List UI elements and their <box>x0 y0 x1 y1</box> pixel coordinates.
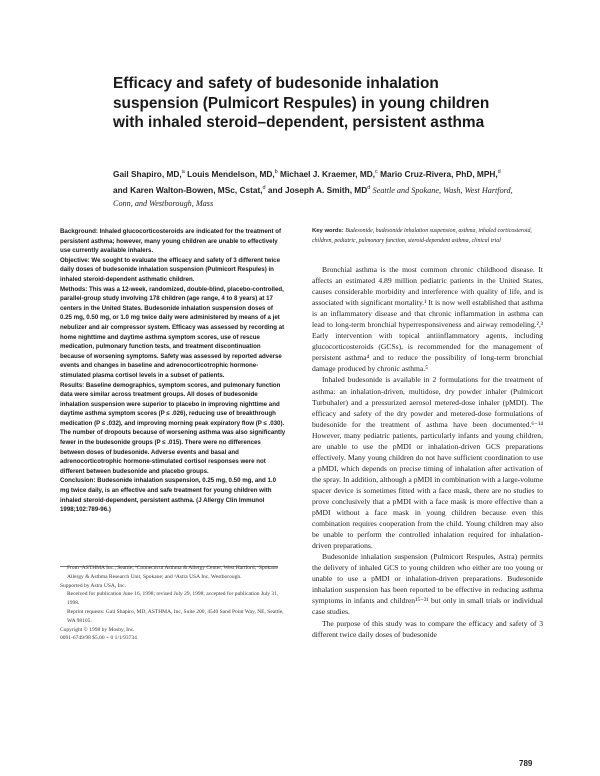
body-paragraph-2: Inhaled budesonide is available in 2 formulations for the treatment of asthma: an inhalation-driven, multidose, dry powder inhaler (Pulmicort Turbuhaler) and a pressurized aerosol metered-dose inhaler (pMDI). The efficacy and safety of the dry powder and metered-dose formulations of budesonide for the treatment of asthma have been documented.⁶⁻¹⁴ However, many pediatric patients, particularly infants and young children, are unable to use the pMDI or inhalation-driven GCS preparations effectively. Many young children do not have sufficient coordination to use a pMDI, which depends on precise timing of inhalation after activation of the spray. In addition, although a pMDI in combination with a large-volume spacer device is sometimes fitted with a face mask, there are no studies to prove conclusively that a pMDI with a face mask is more effective than a pMDI without a face mask in young children because even this combination requires cooperation from the child. Young children may also be unable to perform the controlled inhalation required for inhalation-driven preparations. <box>312 375 543 551</box>
author-5: Karen Walton-Bowen, MSc, Cstat, <box>130 184 263 195</box>
author-list <box>113 166 513 211</box>
author-affiliation-locations: Seattle and Spokane, Wash, West Hartford, Conn, and Westborough, Mass <box>113 185 513 209</box>
body-paragraph-3: Budesonide inhalation suspension (Pulmicort Respules, Astra) permits the delivery of inhaled GCS to young children who either are too young or unable to use a pMDI or inhalation-driven preparations. Budesonide inhalation suspension has been reported to be effective in reducing asthma symptoms in infants and children¹⁵⁻²¹ but only in small trials or individual case studies. <box>312 552 543 617</box>
author-conjunction-1: and <box>113 184 128 195</box>
body-text <box>312 264 543 640</box>
author-1-affiliation-mark: a <box>181 169 185 175</box>
footnotes <box>60 564 286 643</box>
keywords-text: Budesonide, budesonide inhalation suspension, asthma, inhaled corticosteroid, children, pediatric, pulmonary function, steroid-dependent asthma, clinical trial <box>312 228 532 244</box>
author-6: Joseph A. Smith, MD <box>285 184 368 195</box>
author-4: Mario Cruz-Rivera, PhD, MPH, <box>380 168 498 179</box>
abstract <box>60 227 286 515</box>
page-number: 789 <box>519 759 533 768</box>
abstract-conclusion: Conclusion: Budesonide inhalation suspension, 0.25 mg, 0.50 mg, and 1.0 mg twice daily, is an effective and safe treatment for young children with inhaled steroid-dependent, persistent asthma. (J Allergy Clin Immunol 1998;102:789-96.) <box>60 477 276 514</box>
keywords <box>312 227 542 246</box>
footnote-reprint: Reprint requests: Gail Shapiro, MD, ASTHMA, Inc, Suite 200, 4540 Sand Point Way, NE, Seattle, WA 98105. <box>67 608 284 624</box>
footnote-affiliations: From ᵃASTHMA Inc., Seattle; ᵇConnecticut Asthma & Allergy Center, West Hartford; ᶜSpokane Allergy & Asthma Research Unit, Spokane; and ᵈAstra USA Inc, Westborough. <box>67 565 278 580</box>
footnote-support: Supported by Astra USA, Inc. <box>60 582 126 589</box>
author-3: Michael J. Kraemer, MD, <box>280 168 376 179</box>
abstract-results: Results: Baseline demographics, symptom scores, and pulmonary function data were similar across treatment groups. All doses of budesonide inhalation suspension were superior to placebo in improving nighttime and daytime asthma symptom scores (P ≤ .026), reducing use of breakthrough medication (P ≤ .032), and improving morning peak expiratory flow (P ≤ .030). The number of dropouts because of worsening asthma was also significantly fewer in the budesonide groups (P ≤ .015). There were no differences between doses of budesonide. Adverse events and basal and adrenocorticotrophic hormone-stimulated cortisol responses were not different between budesonide and placebo groups. <box>60 381 286 475</box>
keywords-label: Key words: <box>312 228 344 234</box>
article-title: Efficacy and safety of budesonide inhalation suspension (Pulmicort Respules) in young children with inhaled steroid–dependent, persistent asthma <box>113 75 490 131</box>
abstract-objective: Objective: We sought to evaluate the efficacy and safety of 3 different twice daily doses of budesonide inhalation suspension (Pulmicort Respules) in inhaled steroid-dependent asthmatic children. <box>60 256 280 283</box>
author-3-affiliation-mark: c <box>375 169 378 175</box>
footnote-issn: 0091-6749/98 $5.00 + 0 1/1/93734 <box>60 635 137 642</box>
author-conjunction-2: and <box>267 184 283 195</box>
author-2: Louis Mendelson, MD, <box>187 168 275 179</box>
author-1: Gail Shapiro, MD, <box>113 168 182 179</box>
footnote-copyright: Copyright © 1998 by Mosby, Inc. <box>60 626 135 633</box>
author-2-affiliation-mark: b <box>274 169 278 175</box>
body-paragraph-1: Bronchial asthma is the most common chronic childhood disease. It affects an estimated 4.89 million pediatric patients in the United States, causes considerable morbidity and interference with quality of life, and is associated with significant mortality.¹ It is now well established that asthma is an inflammatory disease and that chronic inflammation in asthma can lead to long-term bronchial hyperresponsiveness and airway remodeling.²,³ Early intervention with topical antiinflammatory agents, including glucocorticosteroids (GCSs), is recommended for the management of persistent asthma⁴ and to reduce the possibility of long-term bronchial damage produced by chronic asthma.⁵ <box>312 265 543 374</box>
author-6-affiliation-mark: d <box>367 184 371 191</box>
footnote-received: Received for publication June 16, 1998; revised July 29, 1998; accepted for publication July 31, 1998. <box>67 591 279 607</box>
body-paragraph-4: The purpose of this study was to compare the efficacy and safety of 3 different twice daily doses of budesonide <box>312 618 543 639</box>
author-4-affiliation-mark: d <box>497 169 501 175</box>
author-5-affiliation-mark: d <box>262 184 266 191</box>
abstract-methods: Methods: This was a 12-week, randomized, double-blind, placebo-controlled, parallel-group study involving 178 children (age range, 4 to 8 years) at 17 centers in the United States. Budesonide inhalation suspension doses of 0.25 mg, 0.50 mg, or 1.0 mg twice daily were administered by means of a jet nebulizer and air compressor system. Efficacy was assessed by recording at home nighttime and daytime asthma symptom scores, use of rescue medication, pulmonary function tests, and treatment discontinuation because of worsening symptoms. Safety was assessed by reported adverse events and changes in baseline and adrenocorticotrophic hormone-stimulated plasma cortisol levels in a subset of patients. <box>60 285 285 379</box>
abstract-background: Background: Inhaled glucocorticosteroids are indicated for the treatment of persistent asthma; however, many young children are unable to effectively use currently available inhalers. <box>60 228 282 255</box>
